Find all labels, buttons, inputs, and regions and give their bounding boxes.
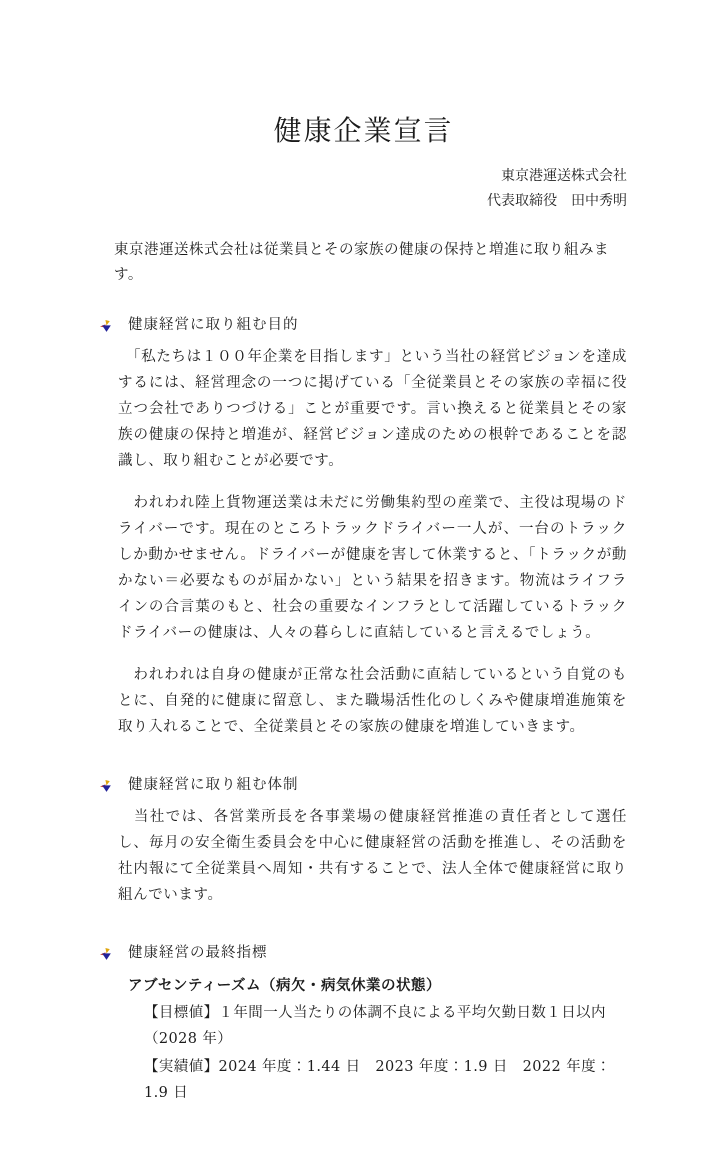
bullet-icon: [100, 948, 113, 961]
indicator-subheading: アブセンティーズム（病欠・病気休業の状態）: [128, 978, 441, 994]
company-name: 東京港運送株式会社: [501, 168, 627, 184]
intro-statement: 東京港運送株式会社は従業員とその家族の健康の保持と増進に取り組みます。: [114, 242, 609, 283]
section-heading-purpose: 健康経営に取り組む目的: [128, 317, 299, 333]
paragraph-vision: 「私たちは１００年企業を目指します」という当社の経営ビジョンを達成するには、経営理念の一つに掲げている「全従業員とその家族の幸福に役立つ会社でありつづける」ことが重要です。言い換えると従業員とその家族の健康の保持と増進が、経営ビジョン達成のための根幹であることを認識し、取り組むことが必要です。: [118, 349, 627, 469]
page-title: 健康企業宣言: [273, 114, 454, 147]
indicator-target-line: [144, 1000, 627, 1052]
section-heading-row: [100, 774, 627, 796]
target-label: 【目標値】: [144, 1005, 219, 1021]
indicator-result-line: [144, 1054, 627, 1106]
bullet-icon: [100, 320, 113, 333]
bullet-icon: [100, 780, 113, 793]
result-label: 【実績値】: [144, 1059, 219, 1075]
section-heading-structure: 健康経営に取り組む体制: [128, 777, 299, 793]
byline-block: [100, 164, 627, 214]
paragraph-awareness: われわれは自身の健康が正常な社会活動に直結しているという自覚のもとに、自発的に健康に留意し、また職場活性化のしくみや健康増進施策を取り入れることで、全従業員とその家族の健康を増進していきます。: [118, 667, 627, 735]
representative-name: 代表取締役 田中秀明: [487, 193, 627, 209]
result-values: 2024 年度：1.44 日 2023 年度：1.9 日 2022 年度：1.9 日: [144, 1059, 611, 1101]
section-indicators: [100, 942, 627, 1106]
section-heading-row: [100, 942, 627, 964]
section-heading-row: [100, 314, 627, 336]
paragraph-structure: 当社では、各営業所長を各事業場の健康経営推進の責任者として選任し、毎月の安全衛生委員会を中心に健康経営の活動を推進し、その活動を社内報にて全従業員へ周知・共有することで、法人全体で健康経営に取り組んでいます。: [118, 809, 627, 903]
target-value: １年間一人当たりの体調不良による平均欠勤日数１日以内（2028 年）: [144, 1005, 606, 1047]
section-purpose: [100, 314, 627, 740]
paragraph-industry: われわれ陸上貨物運送業は未だに労働集約型の産業で、主役は現場のドライバーです。現在のところトラックドライバー一人が、一台のトラックしか動かせません。ドライバーが健康を害して休業すると、「トラックが動かない＝必要なものが届かない」という結果を招きます。物流はライフラインの合言葉のもと、社会の重要なインフラとして活躍しているトラックドライバーの健康は、人々の暮らしに直結していると言えるでしょう。: [118, 495, 627, 641]
section-structure: [100, 774, 627, 908]
section-heading-indicators: 健康経営の最終指標: [128, 945, 268, 961]
